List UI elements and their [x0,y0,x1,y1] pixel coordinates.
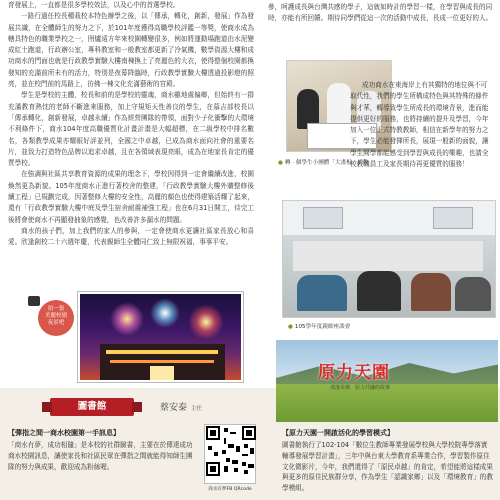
left-paragraph-3: 學生是學校的主體，校長和前的是學校的靈魂，商水雖地處偏鄉，但始終有一群充滿教育熱忱的老師不斷進來服務，加上守規矩天性善良的學生，在慕吉部校長以「傳承轉化，創新發展，卓越永續」作為經營團隊的帶領，面對少子化衝擊的大環境不利條件下，商水104年度高職優質化計畫計畫是大幅超標，在二級學校中排名數名，各類教學成果亦耀眼好評並列，全國之中卓越，已成為商水面向社會的重要名片，並致力打造特色品牌以追求卓越，且在各領域表現亮眼，成為在地家長肯定的優質學校。 [8,91,254,168]
library-author-name: 蔡安泰 [160,403,188,413]
left-paragraph-2: 一路行過任校長種栽校本特色辦學之後，以「傳承，轉化，創新，發展」作為發展共識，在全體師生的努力之下，於101年度獲得高職學校評鑑一等獎，使商水成為轄具特色的職業學校之一，囹爐遠方年來校園轉變很多，例如將運動場跑道由水泥變成紅土跑道，行政辦公室，專科教室和一般教室都更新了冷氣機，數學資源大樓和成功商水的門面也就是行政教學實驗大樓南棟換上了亮麗色的大衣，使得整個校園都換發知的充滿前所未有的活力，特別是夜幕降臨時，行政教學實驗大樓透過投影燈的照亮，並在校門前的馬路上，彷佛一棟文化充滿藝術的宮殿。 [8,12,254,89]
library-author [160,400,202,413]
qr-caption: 商水有夢FB QRcode [208,487,252,492]
stamp-line-1: 拍一張 [47,306,65,312]
library-banner: 圖書館 [50,398,134,416]
right-main-text: 成功商水在東海岸上有其獨特的地位與不可取代性，我們的學生所構成特色與其特殊的條件與才華，轉導致學生所成長的環境背景，進而能提供更好的服務，也將持續的提升及學習，今年加入一位正式特教教師，相信在新學年的努力之下，學生必能發揮所長，展現一般新的面貌，讓學生開學都能感受到學習與成長的樂趣，也請全校教職員工及家長期待再更優質的服務！ [350,81,489,169]
stamp-line-2: 美麗校園 [44,313,67,319]
facebook-section-text: 「商水有夢，成功相隨」是本校的社群臉書，主要在於傳達成功商水校園訊息，讓使家長和社區民眾在彈指之間就能得知師生團隊的努力與成果，歡迎成為粉絲喔。 [8,441,193,471]
library-author-role: 主任 [191,406,203,412]
bullet-icon: ● [278,160,283,166]
caption-text: 105學年度親師座談會 [294,324,351,330]
left-paragraph-5: 商水的孩子們，加上我們的家人的參與，一定會使商水更讓社區家長放心和喜愛。欣逢創校二十六週年慶，代表親師生全體同仁致上無限祝福，事事平安。 [8,226,254,247]
bullet-icon: ● [288,324,293,330]
left-paragraph-4: 在強調與社區共享教育資源的成果的理念下，學校因得到一定會繼續改進，校園煥然更為新貌。105年度商水正進行著校舍的整建，「行政教學實驗大樓外牆整修後續工程」已規劃完成，因著整修大樓的安全性，高麗的顏色也使得建築活耀了起來，還有「行政教學實驗大樓中庭及學生宿舍耐震補強工程」也在6月31日開工，待完工後將會使商水不再顯發抽象的感覺，也改善許多漏水的問題。 [8,170,254,224]
parent-teacher-meeting-photo [282,200,496,318]
night-view-stamp [38,300,74,336]
left-paragraph-1: 育發展上，一直都是很多學校效法，以及心中的首選學校。 [8,1,180,9]
caption-group-activity [278,158,369,166]
school-night-photo [78,292,243,382]
stamp-line-3: 夜景吧 [47,320,65,326]
yuan-subtitle: 部落美聲．原力共融的故事 [330,385,391,391]
yuan-section-text: 圖書館執行了102-104「數位生教師專業發展學校與大學校院專學落實輔導發展學習計畫」，三年中與台東大學教育系專業合作，學習製作原住文化微影片，今年，我們還得了「原民卓越」的肯定，希望能將這樣成果與更多的原住民族群分享，作為學生「認識家鄉」以及「環境教育」的教學模組。 [282,441,493,493]
yuan-section-title: 【原力天園一開啟活化的學習模式】 [282,429,394,437]
camera-icon [28,296,40,306]
qr-code-icon [204,424,256,484]
caption-parent-meeting [288,322,350,330]
right-main-paragraph [350,80,490,170]
right-intro-paragraph: 參，呵護成長與台灣共感的學子，這就如時計的學習一樣，在學習與成長的同時，亦能有所回饋。期待同學們從這一次的活動中成長，長成一位更好的人。 [268,3,493,23]
yuan-title: 原力天園 [318,363,390,383]
facebook-section-title: 【彈指之間一商水校園第一手訊息】 [8,429,120,437]
caption-text: 轉 · 個學生小團體「大畫板」活動 [284,160,369,166]
